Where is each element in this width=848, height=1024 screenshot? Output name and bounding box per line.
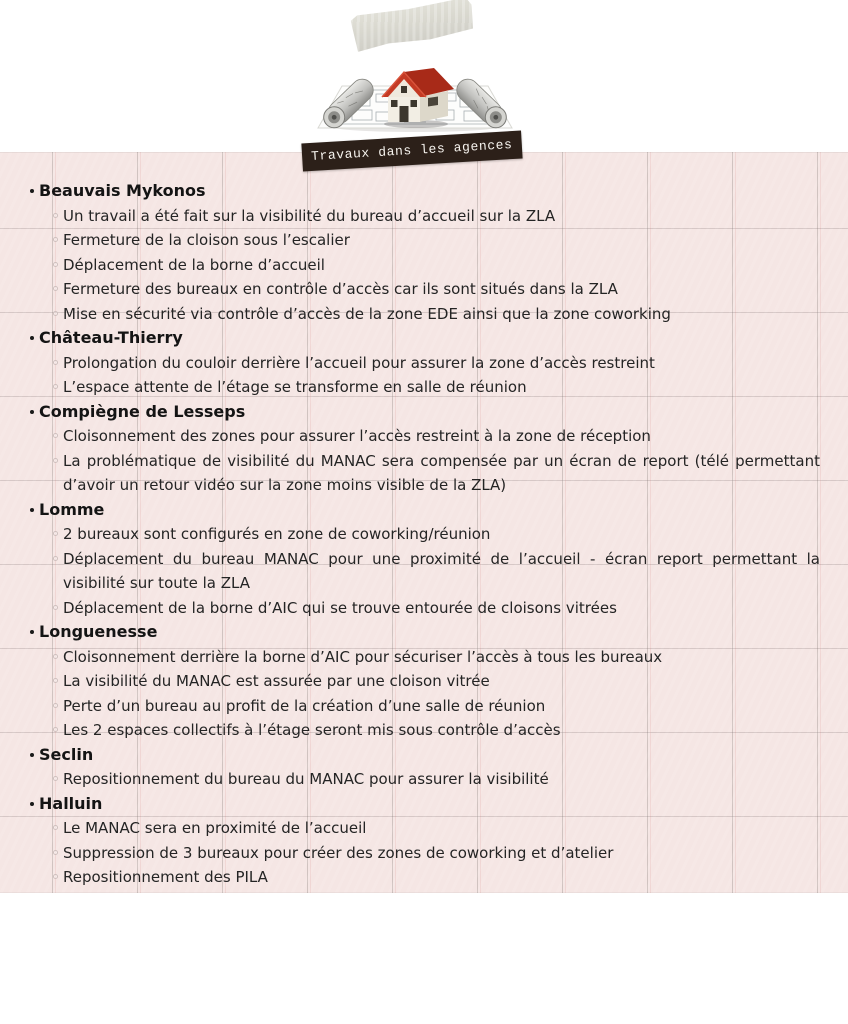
agency-name: Longuenesse	[39, 622, 158, 641]
work-item-text: Repositionnement du bureau du MANAC pour assurer la visibilité	[63, 770, 549, 788]
bullet-circle-icon	[53, 776, 58, 781]
work-item	[30, 694, 820, 719]
agency-section-header	[30, 743, 820, 768]
agency-list	[0, 153, 848, 890]
bullet-circle-icon	[53, 531, 58, 536]
work-item-text: 2 bureaux sont configurés en zone de coworking/réunion	[63, 525, 491, 543]
bullet-circle-icon	[53, 213, 58, 218]
bullet-dot-icon	[30, 410, 34, 414]
work-item	[30, 547, 820, 596]
work-item-text: Déplacement de la borne d’AIC qui se trouve entourée de cloisons vitrées	[63, 598, 617, 617]
work-item-text: Mise en sécurité via contrôle d’accès de la zone EDE ainsi que la zone coworking	[63, 304, 671, 323]
bullet-circle-icon	[53, 605, 58, 610]
work-item	[30, 449, 820, 498]
agency-name: Château-Thierry	[39, 328, 183, 347]
agency-name: Halluin	[39, 793, 103, 813]
bullet-circle-icon	[53, 654, 58, 659]
bullet-circle-icon	[53, 433, 58, 438]
work-item	[30, 302, 820, 327]
bullet-circle-icon	[53, 360, 58, 365]
bullet-dot-icon	[30, 336, 34, 340]
work-item	[30, 718, 820, 743]
house-on-blueprints-icon	[312, 40, 518, 134]
agency-name: Lomme	[39, 499, 105, 519]
agency-section-header	[30, 326, 820, 351]
work-item	[30, 596, 820, 621]
bullet-circle-icon	[53, 556, 58, 561]
bullet-circle-icon	[53, 458, 58, 463]
bullet-dot-icon	[30, 189, 34, 193]
work-item	[30, 522, 820, 547]
work-item-text: Fermeture des bureaux en contrôle d’accès car ils sont situés dans la ZLA	[63, 280, 618, 298]
bullet-circle-icon	[53, 286, 58, 291]
works-panel	[0, 152, 848, 893]
bullet-circle-icon	[53, 874, 58, 879]
work-item-text: Perte d’un bureau au profit de la création d’une salle de réunion	[63, 696, 546, 715]
agency-section-header	[30, 498, 820, 523]
work-item	[30, 816, 820, 841]
bullet-circle-icon	[53, 384, 58, 389]
bullet-dot-icon	[30, 753, 34, 757]
work-item-text: Prolongation du couloir derrière l’accueil pour assurer la zone d’accès restreint	[63, 353, 655, 372]
bullet-circle-icon	[53, 262, 58, 267]
agency-name: Compiègne de Lesseps	[39, 401, 246, 421]
work-item-text: Cloisonnement des zones pour assurer l’accès restreint à la zone de réception	[63, 427, 651, 445]
work-item	[30, 277, 820, 302]
work-item-text: Déplacement de la borne d’accueil	[63, 255, 325, 274]
work-item-text: Le MANAC sera en proximité de l’accueil	[63, 819, 367, 837]
work-item	[30, 645, 820, 670]
bullet-circle-icon	[53, 850, 58, 855]
work-item-text: Repositionnement des PILA	[63, 868, 268, 886]
work-item	[30, 228, 820, 253]
agency-section-header	[30, 179, 820, 204]
work-item	[30, 865, 820, 890]
work-item-text: Déplacement du bureau MANAC pour une proximité de l’accueil - écran report permettant la visibilité sur toute la ZLA	[63, 549, 820, 592]
bullet-dot-icon	[30, 630, 34, 634]
agency-name: Seclin	[39, 744, 94, 764]
work-item-text: L’espace attente de l’étage se transforme en salle de réunion	[63, 378, 527, 396]
bullet-circle-icon	[53, 678, 58, 683]
agency-section-header	[30, 792, 820, 817]
bullet-circle-icon	[53, 727, 58, 732]
work-item-text: Un travail a été fait sur la visibilité du bureau d’accueil sur la ZLA	[63, 206, 556, 225]
bullet-circle-icon	[53, 311, 58, 316]
work-item-text: Les 2 espaces collectifs à l’étage seront mis sous contrôle d’accès	[63, 721, 561, 739]
bullet-circle-icon	[53, 237, 58, 242]
work-item	[30, 669, 820, 694]
work-item	[30, 841, 820, 866]
work-item-text: Suppression de 3 bureaux pour créer des zones de coworking et d’atelier	[63, 843, 614, 862]
header-illustration-zone	[0, 0, 848, 164]
agency-section-header	[30, 400, 820, 425]
work-item	[30, 204, 820, 229]
agency-section-header	[30, 620, 820, 645]
work-item	[30, 351, 820, 376]
bullet-dot-icon	[30, 802, 34, 806]
work-item-text: Cloisonnement derrière la borne d’AIC pour sécuriser l’accès à tous les bureaux	[63, 647, 663, 666]
work-item-text: La problématique de visibilité du MANAC sera compensée par un écran de report (télé permettant d’avoir un retour vidéo sur la zone moins visible de la ZLA)	[63, 451, 820, 494]
work-item	[30, 253, 820, 278]
page-title: Travaux dans les agences	[301, 131, 522, 172]
work-item	[30, 767, 820, 792]
bullet-circle-icon	[53, 825, 58, 830]
bullet-circle-icon	[53, 703, 58, 708]
work-item-text: Fermeture de la cloison sous l’escalier	[63, 231, 350, 249]
work-item	[30, 375, 820, 400]
work-item	[30, 424, 820, 449]
agency-name: Beauvais Mykonos	[39, 181, 206, 200]
work-item-text: La visibilité du MANAC est assurée par une cloison vitrée	[63, 672, 490, 690]
bullet-dot-icon	[30, 508, 34, 512]
